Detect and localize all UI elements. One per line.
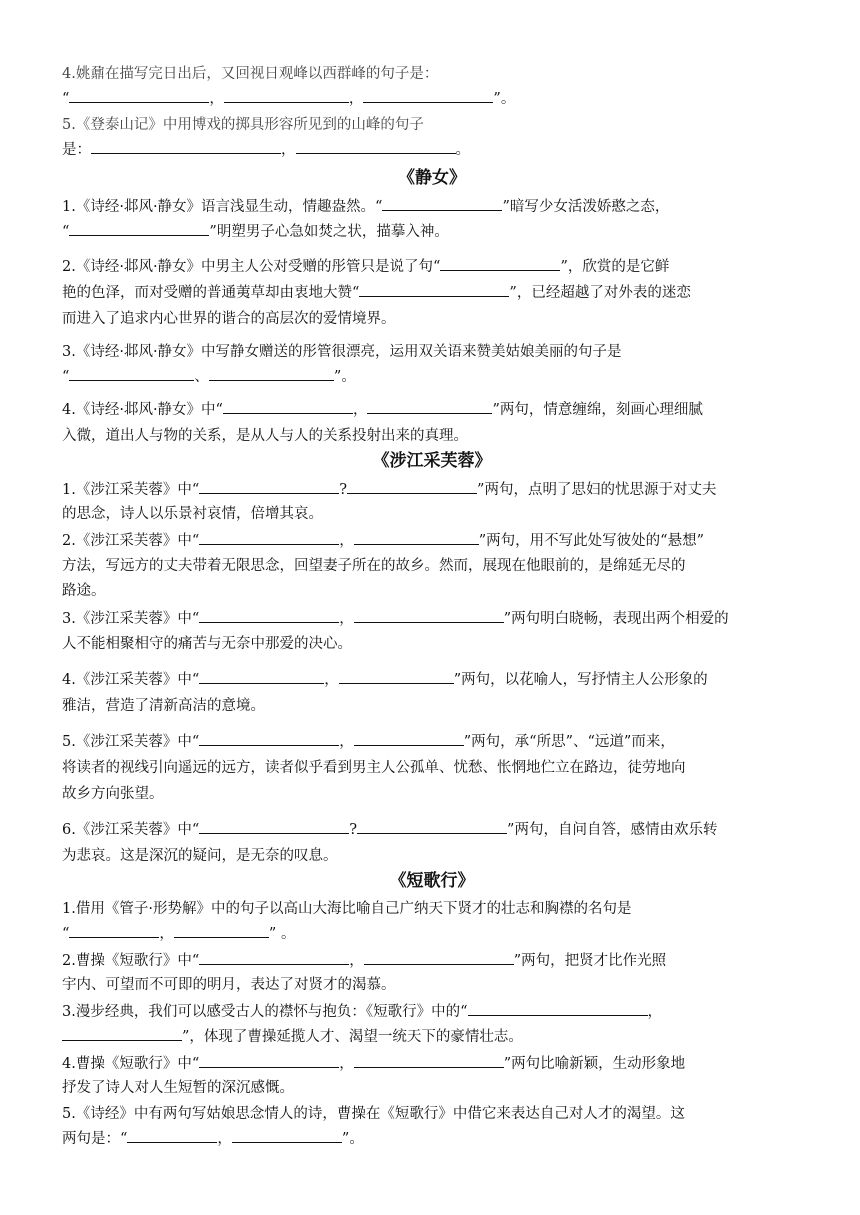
separator: ， xyxy=(349,953,364,969)
quote-close: ”。 xyxy=(493,91,516,107)
question-text: 方法，写远方的丈夫带着无限思念，回望妻子所在的故乡。然而，展现在他眼前的，是绵延无尽的 xyxy=(62,558,686,574)
question-text: 1.《诗经·邶风·静女》语言浅显生动，情趣盎然。“ xyxy=(62,199,383,215)
question-shejiang-4 xyxy=(62,667,802,719)
question-text: 4.《诗经·邶风·静女》中“ xyxy=(62,402,223,418)
question-text: 抒发了诗人对人生短暂的深沉感慨。 xyxy=(62,1080,294,1096)
question-text: 2.《诗经·邶风·静女》中男主人公对受赠的彤管只是说了句“ xyxy=(62,259,441,275)
answer-blank[interactable] xyxy=(199,528,339,545)
answer-blank[interactable] xyxy=(367,397,492,414)
question-text: 人不能相聚相守的痛苦与无奈中那爱的决心。 xyxy=(62,636,352,652)
question-text: 3.《涉江采芙蓉》中“ xyxy=(62,611,200,627)
answer-blank[interactable] xyxy=(62,1024,182,1041)
separator: ， xyxy=(324,672,339,688)
answer-blank[interactable] xyxy=(339,667,454,684)
answer-blank[interactable] xyxy=(224,86,349,103)
separator: ， xyxy=(281,142,296,158)
separator: ， xyxy=(217,1131,232,1147)
quote-close: ”。 xyxy=(341,1131,364,1147)
question-jingnv-4 xyxy=(62,397,802,449)
question-text: ”明塑男子心急如焚之状，描摹入神。 xyxy=(209,224,449,240)
question-text: 为悲哀。这是深沉的疑问，是无奈的叹息。 xyxy=(62,848,338,864)
question-jingnv-1 xyxy=(62,194,802,244)
quote-mark: “ xyxy=(62,369,70,385)
answer-blank[interactable] xyxy=(199,729,339,746)
separator: ， xyxy=(352,402,368,418)
question-duange-1 xyxy=(62,897,802,946)
question-shejiang-5 xyxy=(62,729,802,807)
answer-blank[interactable] xyxy=(364,948,514,965)
question-text: ”两句，情意缠绵，刻画心理细腻 xyxy=(492,402,703,418)
section-title-duange: 《短歌行》 xyxy=(389,871,475,891)
question-tengtai-4 xyxy=(62,62,802,111)
answer-blank[interactable] xyxy=(69,364,194,381)
answer-blank[interactable] xyxy=(354,528,479,545)
question-text: 而进入了追求内心世界的谐合的高层次的爱情境界。 xyxy=(62,311,396,327)
section-title-jingnv: 《静女》 xyxy=(398,168,466,188)
question-shejiang-6 xyxy=(62,817,802,869)
question-jingnv-2 xyxy=(62,254,802,332)
question-text: 4.《涉江采芙蓉》中“ xyxy=(62,672,200,688)
question-text: ”，已经超越了对外表的迷恋 xyxy=(509,285,691,301)
separator: ? xyxy=(349,822,358,838)
answer-blank[interactable] xyxy=(209,364,334,381)
answer-blank[interactable] xyxy=(382,194,502,211)
answer-blank[interactable] xyxy=(357,817,507,834)
question-text: ”，欣赏的是它鲜 xyxy=(560,259,670,275)
question-text: ”暗写少女活泼娇憨之态， xyxy=(502,199,670,215)
question-text: 2.《涉江采芙蓉》中“ xyxy=(62,533,200,549)
answer-blank[interactable] xyxy=(354,729,464,746)
question-text: ”两句，自问自答，感情由欢乐转 xyxy=(507,822,718,838)
answer-blank[interactable] xyxy=(69,86,209,103)
quote-mark: “ xyxy=(62,91,70,107)
answer-blank[interactable] xyxy=(347,477,477,494)
answer-blank[interactable] xyxy=(69,921,159,938)
separator: ， xyxy=(159,926,174,942)
separator: ， xyxy=(339,533,354,549)
quote-mark: “ xyxy=(62,926,70,942)
question-text: 2.曹操《短歌行》中“ xyxy=(62,953,200,969)
answer-blank[interactable] xyxy=(199,948,349,965)
question-text: 宇内、可望而不可即的明月，表达了对贤才的渴慕。 xyxy=(62,977,396,993)
answer-blank[interactable] xyxy=(359,280,509,297)
question-text: 1.借用《管子·形势解》中的句子以高山大海比喻自己广纳天下贤才的壮志和胸襟的名句是 xyxy=(62,901,632,917)
question-text: 艳的色泽，而对受赠的普通荑草却由衷地大赞“ xyxy=(62,285,360,301)
answer-blank[interactable] xyxy=(69,219,209,236)
separator: ， xyxy=(348,91,364,107)
quote-mark: “ xyxy=(62,224,70,240)
question-text: ”两句明白晓畅，表现出两个相爱的 xyxy=(503,611,729,627)
answer-blank[interactable] xyxy=(354,606,504,623)
question-text: 5.《诗经》中有两句写姑娘思念情人的诗，曹操在《短歌行》中借它来表达自己对人才的渴望。这 xyxy=(62,1106,685,1122)
answer-blank[interactable] xyxy=(363,86,493,103)
question-shejiang-1 xyxy=(62,477,802,526)
question-text: 雅洁，营造了清新高洁的意境。 xyxy=(62,698,265,714)
question-duange-3 xyxy=(62,999,802,1049)
question-text: 5.《登泰山记》中用博戏的掷具形容所见到的山峰的句子 xyxy=(62,117,424,133)
question-text: ”两句，点明了思妇的忧思源于对丈夫 xyxy=(477,482,717,498)
answer-blank[interactable] xyxy=(199,477,339,494)
answer-blank[interactable] xyxy=(223,397,353,414)
section-title-shejiang: 《涉江采芙蓉》 xyxy=(372,451,492,471)
question-shejiang-2 xyxy=(62,528,802,604)
question-text: 3.《诗经·邶风·静女》中写静女赠送的彤管很漂亮，运用双关语来赞美姑娘美丽的句子是 xyxy=(62,344,622,360)
quote-close: 。 xyxy=(455,142,470,158)
question-duange-4 xyxy=(62,1051,802,1100)
question-text: ”两句，用不写此处写彼处的“悬想” xyxy=(478,533,704,549)
answer-blank[interactable] xyxy=(199,667,324,684)
question-text: ”，体现了曹操延揽人才、渴望一统天下的豪情壮志。 xyxy=(182,1029,523,1045)
question-text: 将读者的视线引向遥远的远方，读者似乎看到男主人公孤单、忧愁、怅惘地伫立在路边，徒劳地向 xyxy=(62,760,686,776)
question-text: 1.《涉江采芙蓉》中“ xyxy=(62,482,200,498)
question-text: ”两句比喻新颖，生动形象地 xyxy=(503,1056,686,1072)
answer-blank[interactable] xyxy=(199,817,349,834)
question-text: ”两句，以花喻人，写抒情主人公形象的 xyxy=(453,672,708,688)
answer-blank[interactable] xyxy=(296,137,456,154)
separator: ， xyxy=(339,1056,354,1072)
question-text: 故乡方向张望。 xyxy=(62,786,164,802)
question-text: ”两句，承“所思”、“远道”而来， xyxy=(463,734,675,750)
separator: ， xyxy=(209,91,224,107)
answer-blank[interactable] xyxy=(91,137,281,154)
answer-blank[interactable] xyxy=(232,1126,342,1143)
answer-blank[interactable] xyxy=(174,921,269,938)
answer-blank[interactable] xyxy=(127,1126,217,1143)
separator: ? xyxy=(339,482,348,498)
question-text: 4.姚鼐在描写完日出后，又回视日观峰以西群峰的句子是： xyxy=(62,66,439,82)
question-text: 入微，道出人与物的关系，是从人与人的关系投射出来的真理。 xyxy=(62,428,468,444)
question-text: 6.《涉江采芙蓉》中“ xyxy=(62,822,200,838)
question-text: ”两句，把贤才比作光照 xyxy=(513,953,667,969)
question-text: 的思念，诗人以乐景衬哀情，倍增其哀。 xyxy=(62,506,323,522)
question-duange-2 xyxy=(62,948,802,997)
separator: ， xyxy=(647,1004,662,1020)
worksheet xyxy=(62,62,802,1151)
question-duange-5 xyxy=(62,1102,802,1151)
quote-close: ”。 xyxy=(333,369,356,385)
question-text: 5.《涉江采芙蓉》中“ xyxy=(62,734,200,750)
separator: ， xyxy=(339,611,354,627)
question-text: 两句是：“ xyxy=(62,1131,128,1147)
answer-blank[interactable] xyxy=(199,1051,339,1068)
question-shejiang-3 xyxy=(62,606,802,657)
question-text: 路途。 xyxy=(62,583,106,599)
answer-blank[interactable] xyxy=(468,999,648,1016)
quote-close: ” 。 xyxy=(268,926,296,942)
question-text: 3.漫步经典，我们可以感受古人的襟怀与抱负：《短歌行》中的“ xyxy=(62,1004,468,1020)
answer-blank[interactable] xyxy=(354,1051,504,1068)
question-text: 4.曹操《短歌行》中“ xyxy=(62,1056,200,1072)
answer-blank[interactable] xyxy=(199,606,339,623)
question-jingnv-3 xyxy=(62,340,802,389)
answer-blank[interactable] xyxy=(440,254,560,271)
separator: ， xyxy=(339,734,354,750)
separator: 、 xyxy=(194,369,209,385)
question-tengtai-5 xyxy=(62,113,802,162)
question-text: 是： xyxy=(62,142,91,158)
